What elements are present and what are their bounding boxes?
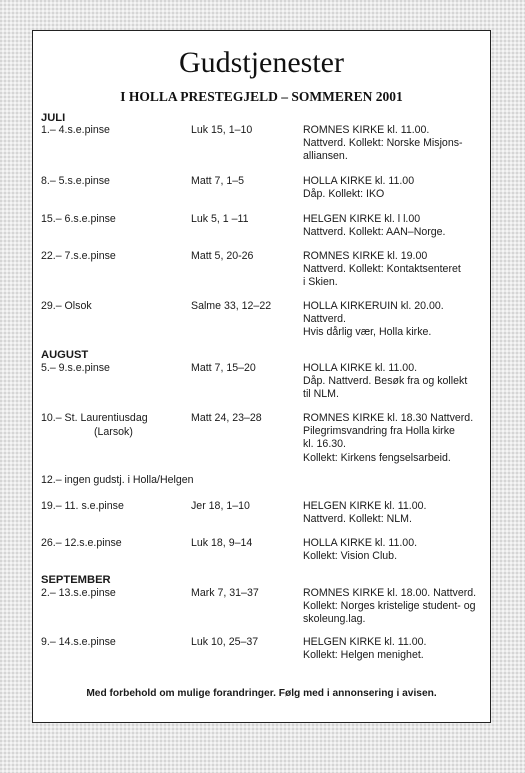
- service-info-line: i Skien.: [303, 276, 338, 289]
- service-date-note: (Larsok): [94, 426, 133, 438]
- bible-text: Salme 33, 12–22: [191, 300, 272, 312]
- service-date: 12.– ingen gudstj. i Holla/Helgen: [41, 474, 194, 486]
- service-date: 8.– 5.s.e.pinse: [41, 175, 110, 187]
- service-info: [303, 537, 417, 563]
- month-heading-september: SEPTEMBER: [41, 574, 111, 586]
- service-info-line: Nattverd. Kollekt: AAN–Norge.: [303, 226, 446, 239]
- service-date: 1.– 4.s.e.pinse: [41, 124, 110, 136]
- bible-text: Luk 18, 9–14: [191, 537, 253, 549]
- service-date: 22.– 7.s.e.pinse: [41, 250, 116, 262]
- service-info-line: HOLLA KIRKE kl. 11.00: [303, 175, 415, 187]
- service-date: 29.– Olsok: [41, 300, 92, 312]
- page-title: Gudstjenester: [179, 46, 344, 79]
- service-info-line: ROMNES KIRKE kl. 19.00: [303, 250, 428, 262]
- service-info: [303, 412, 473, 465]
- service-info: [303, 636, 426, 662]
- service-info: [303, 362, 467, 402]
- bible-text: Matt 5, 20-26: [191, 250, 254, 262]
- service-date: 2.– 13.s.e.pinse: [41, 587, 116, 599]
- service-info-line: Pilegrimsvandring fra Holla kirke: [303, 425, 455, 438]
- service-date: 19.– 11. s.e.pinse: [41, 500, 124, 512]
- page-subtitle: I HOLLA PRESTEGJELD – SOMMEREN 2001: [120, 89, 403, 104]
- service-info-line: alliansen.: [303, 150, 348, 163]
- service-info-line: HOLLA KIRKERUIN kl. 20.00.: [303, 300, 444, 312]
- service-info-line: Nattverd. Kollekt: Kontaktsenteret: [303, 263, 461, 276]
- service-info-line: HELGEN KIRKE kl. 11.00.: [303, 500, 427, 512]
- service-date: 15.– 6.s.e.pinse: [41, 213, 116, 225]
- bible-text: Luk 10, 25–37: [191, 636, 259, 648]
- service-info-line: Kollekt: Helgen menighet.: [303, 649, 424, 662]
- service-info: [303, 175, 414, 201]
- service-info: [303, 500, 426, 526]
- service-info-line: til NLM.: [303, 388, 339, 401]
- service-info-line: Kollekt: Vision Club.: [303, 550, 398, 563]
- month-heading-august: AUGUST: [41, 349, 89, 361]
- service-info-line: Dåp. Nattverd. Besøk fra og kollekt: [303, 375, 468, 388]
- service-info-line: Kollekt: Kirkens fengselsarbeid.: [303, 451, 451, 464]
- service-info: [303, 300, 444, 340]
- service-date: 9.– 14.s.e.pinse: [41, 636, 116, 648]
- service-info-line: ROMNES KIRKE kl. 18.30 Nattverd.: [303, 412, 474, 424]
- bible-text: Matt 7, 1–5: [191, 175, 244, 187]
- service-info-line: Nattverd.: [303, 313, 346, 326]
- bible-text: Matt 24, 23–28: [191, 412, 262, 424]
- bible-text: Mark 7, 31–37: [191, 587, 259, 599]
- service-info-line: Nattverd. Kollekt: Norske Misjons-: [303, 137, 463, 150]
- service-info-line: ROMNES KIRKE kl. 11.00.: [303, 124, 430, 136]
- service-date: 10.– St. Laurentiusdag: [41, 412, 148, 424]
- service-info-line: skoleung.lag.: [303, 613, 366, 626]
- service-info: [303, 250, 461, 290]
- service-info-line: Dåp. Kollekt: IKO: [303, 188, 385, 201]
- service-info-line: HELGEN KIRKE kl. l l.00: [303, 213, 421, 225]
- service-info-line: Kollekt: Norges kristelige student- og: [303, 600, 476, 613]
- month-heading-juli: JULI: [41, 112, 66, 124]
- service-info: [303, 587, 476, 627]
- service-info-line: kl. 16.30.: [303, 438, 346, 451]
- bible-text: Jer 18, 1–10: [191, 500, 250, 512]
- service-info: [303, 213, 446, 239]
- service-info-line: Hvis dårlig vær, Holla kirke.: [303, 326, 432, 339]
- service-date: 5.– 9.s.e.pinse: [41, 362, 110, 374]
- footer-note: Med forbehold om mulige forandringer. Følg med i annonsering i avisen.: [86, 688, 437, 699]
- service-info-line: HELGEN KIRKE kl. 11.00.: [303, 636, 427, 648]
- bible-text: Luk 15, 1–10: [191, 124, 253, 136]
- service-info-line: Nattverd. Kollekt: NLM.: [303, 513, 412, 526]
- service-info: [303, 124, 463, 164]
- bible-text: Luk 5, 1 –11: [191, 213, 249, 225]
- service-schedule-card: [32, 30, 491, 723]
- bible-text: Matt 7, 15–20: [191, 362, 256, 374]
- service-info-line: HOLLA KIRKE kl. 11.00.: [303, 537, 418, 549]
- service-info-line: HOLLA KIRKE kl. 11.00.: [303, 362, 418, 374]
- service-date: 26.– 12.s.e.pinse: [41, 537, 122, 549]
- service-info-line: ROMNES KIRKE kl. 18.00. Nattverd.: [303, 587, 477, 599]
